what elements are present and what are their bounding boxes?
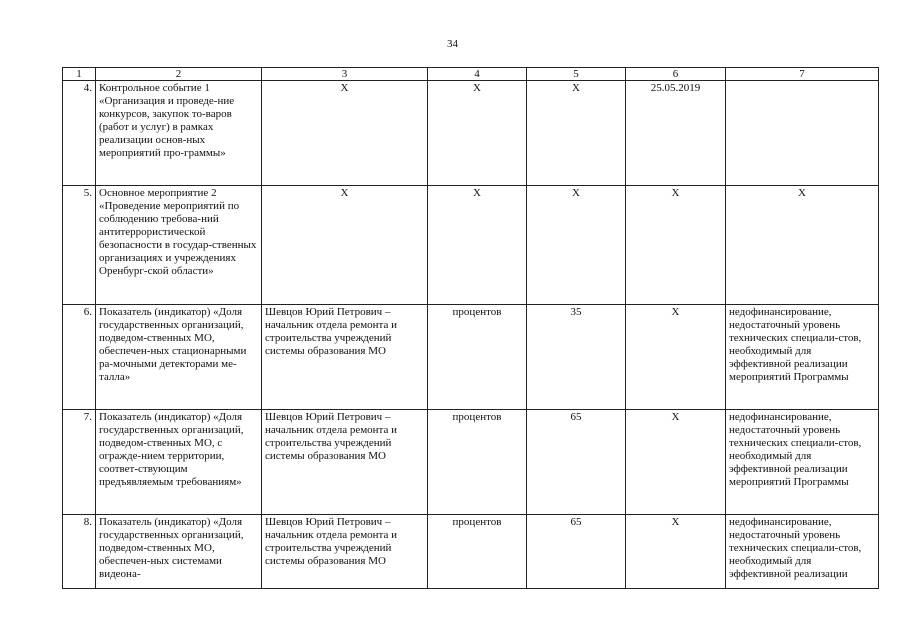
column-header: 7 — [726, 68, 879, 81]
unit-cell: Х — [428, 81, 527, 186]
column-header: 1 — [63, 68, 96, 81]
value-cell: 35 — [527, 305, 626, 410]
column-header: 5 — [527, 68, 626, 81]
date-cell: 25.05.2019 — [626, 81, 726, 186]
unit-cell: процентов — [428, 410, 527, 515]
page-number: 34 — [447, 38, 458, 50]
unit-cell: процентов — [428, 515, 527, 589]
responsible-person: Шевцов Юрий Петрович – начальник отдела ремонта и строительства учреждений системы образования МО — [262, 305, 428, 410]
value-cell: 65 — [527, 410, 626, 515]
table-row — [63, 81, 879, 186]
column-header: 2 — [96, 68, 262, 81]
date-cell: Х — [626, 410, 726, 515]
row-number: 4. — [63, 81, 96, 186]
event-description: Показатель (индикатор) «Доля государственных организаций, подведом-ственных МО, обеспечен-ных стационарными ра-мочными детекторами ме-талла» — [96, 305, 262, 410]
row-number: 5. — [63, 186, 96, 305]
column-header: 6 — [626, 68, 726, 81]
value-cell: 65 — [527, 515, 626, 589]
unit-cell: Х — [428, 186, 527, 305]
value-cell: Х — [527, 81, 626, 186]
column-number-row — [63, 68, 879, 81]
event-description: Контрольное событие 1 «Организация и проведе-ние конкурсов, закупок то-варов (работ и услуг) в рамках реализации основ-ных мероприятий про-граммы» — [96, 81, 262, 186]
table-row — [63, 410, 879, 515]
date-cell: Х — [626, 305, 726, 410]
responsible-person: Х — [262, 81, 428, 186]
row-number: 7. — [63, 410, 96, 515]
value-cell: Х — [527, 186, 626, 305]
report-table — [62, 67, 879, 589]
table-row — [63, 305, 879, 410]
row-number: 6. — [63, 305, 96, 410]
date-cell: Х — [626, 186, 726, 305]
event-description: Показатель (индикатор) «Доля государственных организаций, подведом-ственных МО, с огражде-нием территории, соответ-ствующим предъявляемым требованиям» — [96, 410, 262, 515]
event-description: Показатель (индикатор) «Доля государственных организаций, подведом-ственных МО, обеспечен-ных системами видеона- — [96, 515, 262, 589]
event-description: Основное мероприятие 2 «Проведение мероприятий по соблюдению требова-ний антитеррористической безопасности в государ-ственных организациях и учреждениях Оренбург-ской области» — [96, 186, 262, 305]
unit-cell: процентов — [428, 305, 527, 410]
reason-cell: недофинансирование, недостаточный уровень технических специали-стов, необходимый для эффективной реализации мероприятий Программы — [726, 305, 879, 410]
reason-cell — [726, 81, 879, 186]
reason-cell: недофинансирование, недостаточный уровень технических специали-стов, необходимый для эффективной реализации — [726, 515, 879, 589]
responsible-person: Х — [262, 186, 428, 305]
reason-cell: недофинансирование, недостаточный уровень технических специали-стов, необходимый для эффективной реализации мероприятий Программы — [726, 410, 879, 515]
responsible-person: Шевцов Юрий Петрович – начальник отдела ремонта и строительства учреждений системы образования МО — [262, 410, 428, 515]
responsible-person: Шевцов Юрий Петрович – начальник отдела ремонта и строительства учреждений системы образования МО — [262, 515, 428, 589]
table-row — [63, 186, 879, 305]
row-number: 8. — [63, 515, 96, 589]
column-header: 4 — [428, 68, 527, 81]
column-header: 3 — [262, 68, 428, 81]
date-cell: Х — [626, 515, 726, 589]
reason-cell: Х — [726, 186, 879, 305]
table-row — [63, 515, 879, 589]
